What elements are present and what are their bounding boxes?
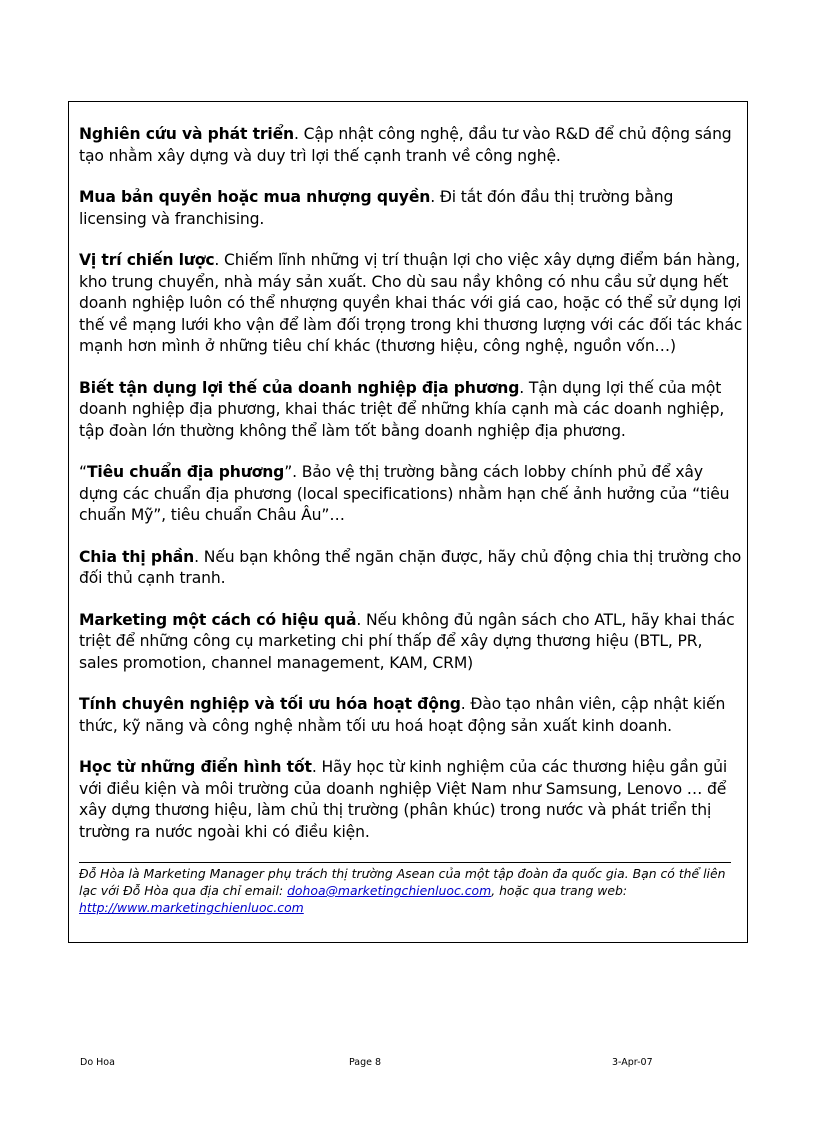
author-footnote (79, 862, 731, 916)
paragraph-best-practices (79, 757, 743, 843)
paragraph-research (79, 124, 743, 167)
website-link[interactable]: http://www.marketingchienluoc.com (79, 900, 304, 915)
paragraph-heading: Marketing một cách có hiệu quả (79, 610, 357, 629)
paragraph-local-advantage (79, 378, 743, 443)
paragraph-text: . Cập nhật công nghệ, đầu tư vào R&D để chủ động sáng tạo nhằm xây dựng và duy trì lợi thế cạnh tranh về công nghệ. (79, 125, 732, 165)
footer-date: 3-Apr-07 (612, 1057, 653, 1068)
paragraph-heading: Chia thị phần (79, 547, 195, 566)
paragraph-heading: Nghiên cứu và phát triển (79, 125, 294, 143)
paragraph-text: . Hãy học từ kinh nghiệm của các thương hiệu gần gủi với điều kiện và môi trường của doanh nghiệp Việt Nam như Samsung, Lenovo … để xây dựng thương hiệu, làm chủ thị trường (phân khúc) trong nước và phát triển thị trường ra nước ngoài khi có điều kiện. (79, 758, 728, 841)
paragraph-heading: Mua bản quyền hoặc mua nhượng quyền (79, 188, 431, 206)
paragraph-heading: Biết tận dụng lợi thế của doanh nghiệp địa phương (79, 378, 520, 397)
paragraph-prefix: “ (79, 463, 87, 481)
paragraph-professionalism (79, 694, 743, 737)
paragraph-market-share (79, 547, 743, 590)
paragraph-licensing (79, 187, 743, 230)
paragraph-text: ”. Bảo vệ thị trường bằng cách lobby chính phủ để xây dựng các chuẩn địa phương (local specifications) nhằm hạn chế ảnh hưởng của “tiêu chuẩn Mỹ”, tiêu chuẩn Châu Âu”… (79, 463, 730, 524)
footer-author: Do Hoa (80, 1057, 115, 1068)
paragraph-text: . Tận dụng lợi thế của một doanh nghiệp địa phương, khai thác triệt để những khía cạnh mà các doanh nghiệp, tập đoàn lớn thường không thể làm tốt bằng doanh nghiệp địa phương. (79, 378, 725, 440)
content-frame (68, 101, 748, 943)
paragraph-heading: Vị trí chiến lược (79, 251, 215, 269)
footnote-text: Đỗ Hòa là Marketing Manager phụ trách thị trường Asean của một tập đoàn đa quốc gia. Bạn có thể liên lạc với Đỗ Hòa qua địa chỉ email: (79, 866, 726, 898)
paragraph-text: . Đào tạo nhân viên, cập nhật kiến thức, kỹ năng và công nghệ nhằm tối ưu hoá hoạt động sản xuất kinh doanh. (79, 695, 726, 735)
paragraph-text: . Nếu không đủ ngân sách cho ATL, hãy khai thác triệt để những công cụ marketing chi phí thấp để xây dựng thương hiệu (BTL, PR, sales promotion, channel management, KAM, CRM) (79, 610, 735, 672)
paragraph-strategic-location (79, 250, 743, 358)
footnote-text: , hoặc qua trang web: (491, 883, 628, 898)
article-body (79, 124, 743, 863)
email-link[interactable]: dohoa@marketingchienluoc.com (287, 883, 492, 898)
paragraph-local-standards (79, 462, 743, 527)
paragraph-heading: Tiêu chuẩn địa phương (86, 463, 285, 481)
paragraph-text: . Đi tắt đón đầu thị trường bằng licensing và franchising. (79, 188, 674, 228)
footer-page-number: Page 8 (349, 1057, 382, 1068)
paragraph-heading: Học từ những điển hình tốt (79, 758, 312, 776)
paragraph-text: . Nếu bạn không thể ngăn chặn được, hãy chủ động chia thị trường cho đối thủ cạnh tranh. (79, 547, 742, 587)
paragraph-text: . Chiếm lĩnh những vị trí thuận lợi cho việc xây dựng điểm bán hàng, kho trung chuyển, nhà máy sản xuất. Cho dù sau nầy không có nhu cầu sử dụng hết doanh nghiệp luôn có thể nhượng quyền khai thác với giá cao, hoặc có thể sử dụng lợi thế về mạng lưới kho vận để làm đối trọng trong khi thương lượng với các đối tác khác mạnh hơn mình ở những tiêu chí khác (thương hiệu, công nghệ, nguồn vốn…) (79, 251, 743, 355)
paragraph-marketing (79, 610, 743, 675)
paragraph-heading: Tính chuyên nghiệp và tối ưu hóa hoạt động (79, 695, 461, 713)
